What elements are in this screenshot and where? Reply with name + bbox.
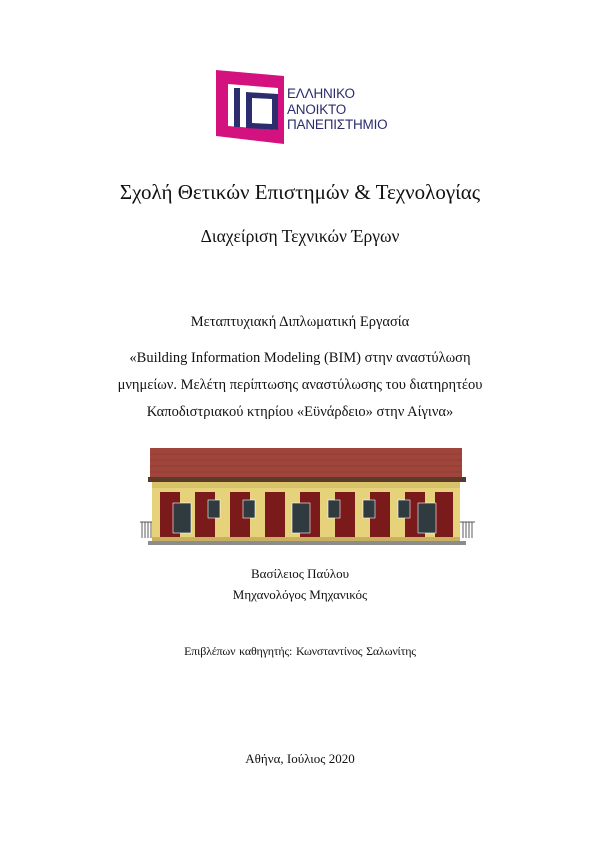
university-logo (216, 70, 406, 144)
university-logo-mark-icon (216, 70, 284, 144)
university-logo-text (287, 86, 417, 133)
thesis-title-line-3: Καποδιστριακού κτηρίου «Εϋνάρδειο» στην Αίγινα» (146, 404, 454, 420)
thesis-title-line-2: μνημείων. Μελέτη περίπτωσης αναστύλωσης του διατηρητέου (117, 377, 483, 393)
thesis-title-line-1: «Building Information Modeling (BIM) στην αναστύλωση (129, 350, 471, 366)
place-date: Αθήνα, Ιούλιος 2020 (245, 751, 355, 766)
logo-line-2: ΑΝΟΙΚΤΟ (287, 101, 347, 117)
supervisor: Επιβλέπων καθηγητής: Κωνσταντίνος Σαλωνίτης (184, 644, 416, 658)
thesis-type: Μεταπτυχιακή Διπλωματική Εργασία (190, 314, 410, 330)
department-name: Διαχείριση Τεχνικών Έργων (200, 226, 400, 246)
building-elevation-image (140, 448, 475, 548)
school-name: Σχολή Θετικών Επιστημών & Τεχνολογίας (119, 180, 481, 204)
thesis-title (70, 345, 530, 426)
author-role: Μηχανολόγος Μηχανικός (232, 587, 368, 602)
logo-line-3: ΠΑΝΕΠΙΣΤΗΜΙΟ (287, 117, 388, 132)
author-name: Βασίλειος Παύλου (250, 566, 350, 581)
logo-line-1: ΕΛΛΗΝΙΚΟ (287, 86, 355, 101)
